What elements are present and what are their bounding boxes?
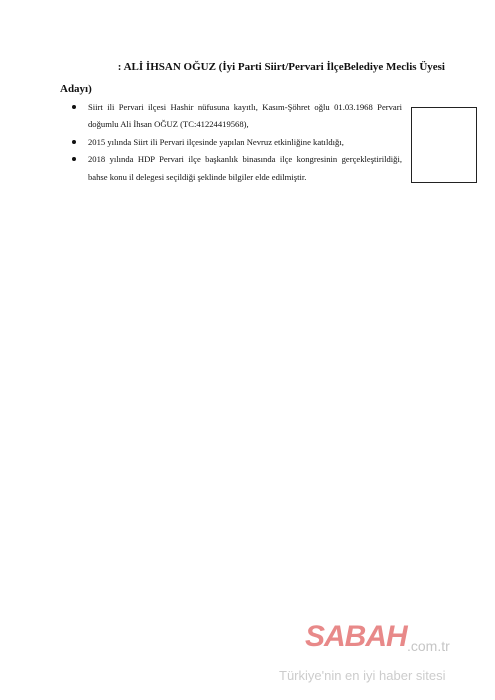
- bullet-item: [72, 99, 402, 134]
- document-heading-continuation: Adayı): [60, 83, 92, 95]
- bullet-list: [72, 99, 402, 186]
- bullet-text: Siirt ili Pervari ilçesi Hashir nüfusuna kayıtlı, Kasım-Şöhret oğlu 01.03.1968 Pervari doğumlu Ali İhsan OĞUZ (TC:41224419568),: [88, 102, 402, 130]
- bullet-item: [72, 151, 402, 186]
- sabah-watermark: [275, 618, 490, 698]
- bullet-text: 2018 yılında HDP Pervari ilçe başkanlık binasında ilçe kongresinin gerçekleştirildiği, bahse konu il delegesi seçildiği şeklinde bilgiler elde edilmiştir.: [88, 154, 402, 182]
- bullet-dot-icon: [72, 157, 76, 161]
- watermark-domain: .com.tr: [407, 638, 450, 654]
- photo-placeholder-box: [411, 107, 477, 183]
- document-heading: : ALİ İHSAN OĞUZ (İyi Parti Siirt/Pervari İlçeBelediye Meclis Üyesi: [117, 61, 445, 73]
- watermark-slogan: Türkiye'nin en iyi haber sitesi: [279, 668, 446, 683]
- watermark-logo: SABAH: [305, 620, 407, 653]
- bullet-dot-icon: [72, 140, 76, 144]
- bullet-text: 2015 yılında Siirt ili Pervari ilçesinde yapılan Nevruz etkinliğine katıldığı,: [88, 136, 344, 147]
- bullet-item: [72, 134, 402, 151]
- bullet-dot-icon: [72, 105, 76, 109]
